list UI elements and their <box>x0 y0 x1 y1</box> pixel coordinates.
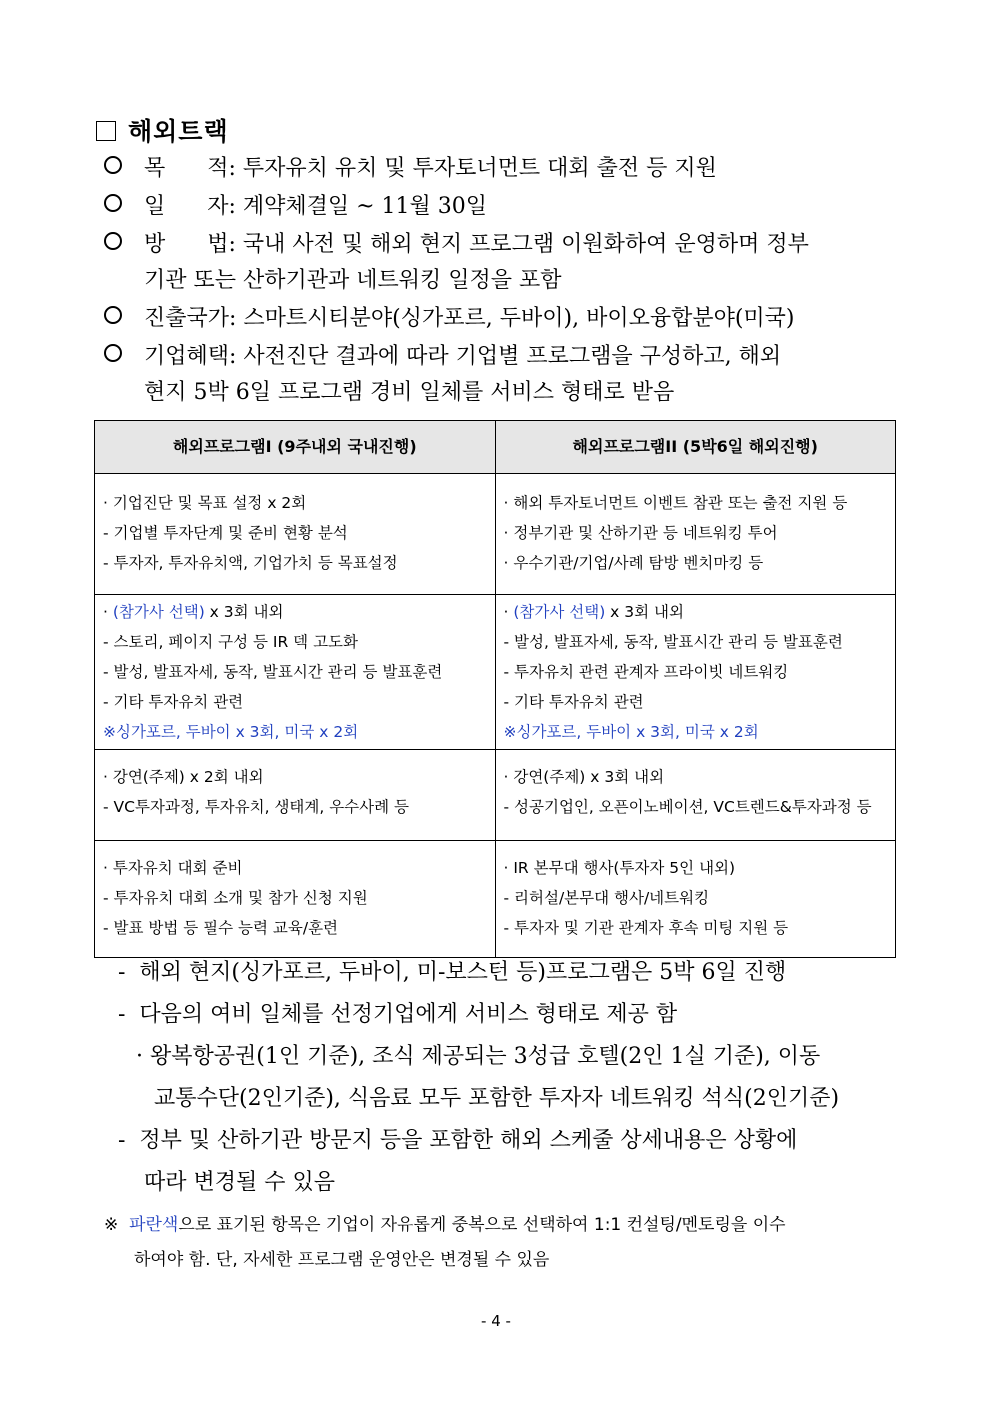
bullet-schedule: 일 자: 계약체결일 ~ 11월 30일 <box>104 188 487 225</box>
cell-line: · 정부기관 및 산하기관 등 네트워킹 투어 <box>503 524 778 542</box>
header-program-2: 해외프로그램II (5박6일 해외진행) <box>495 421 896 474</box>
section-title-text: 해외트랙 <box>128 117 229 146</box>
page-number: - 4 - <box>481 1312 511 1330</box>
cell-note: ※싱가포르, 두바이 x 3회, 미국 x 2회 <box>503 723 759 741</box>
selectable-label: (참가사 선택) <box>112 603 205 621</box>
note-mark: ※ <box>104 1215 119 1235</box>
cell-line: - 성공기업인, 오픈이노베이션, VC트렌드&투자과정 등 <box>503 798 872 816</box>
detail-1: - 해외 현지(싱가포르, 두바이, 미-보스턴 등)프로그램은 5박 6일 진행 <box>118 960 787 985</box>
cell-line: · (참가사 선택) x 3회 내외 <box>103 603 284 621</box>
bullet-countries: 진출국가: 스마트시티분야(싱가포르, 두바이), 바이오융합분야(미국) <box>104 300 795 337</box>
cell-line: · 해외 투자토너먼트 이벤트 참관 또는 출전 지원 등 <box>503 494 848 512</box>
note-blue-word: 파란색 <box>129 1215 179 1235</box>
cell-line: - 투자자 및 기관 관계자 후속 미팅 지원 등 <box>503 919 789 937</box>
cell-line: - 기타 투자유치 관련 <box>503 693 644 711</box>
cell-line: - 투자유치 대회 소개 및 참가 신청 지원 <box>103 889 368 907</box>
header-program-1: 해외프로그램I (9주내외 국내진행) <box>95 421 496 474</box>
table-cell <box>495 841 896 958</box>
cell-line: · 우수기관/기업/사례 탐방 벤치마킹 등 <box>503 554 764 572</box>
circle-bullet-icon <box>104 344 122 362</box>
cell-line: - VC투자과정, 투자유치, 생태계, 우수사례 등 <box>103 798 410 816</box>
footnote-continued: 하여야 함. 단, 자세한 프로그램 운영안은 변경될 수 있음 <box>134 1250 550 1270</box>
checkbox-square-icon <box>96 121 116 141</box>
cell-line: - 기업별 투자단계 및 준비 현황 분석 <box>103 524 348 542</box>
cell-line: - 발표 방법 등 필수 능력 교육/훈련 <box>103 919 339 937</box>
cell-note: ※싱가포르, 두바이 x 3회, 미국 x 2회 <box>103 723 359 741</box>
cell-line: - 기타 투자유치 관련 <box>103 693 244 711</box>
detail-3-continued: 따라 변경될 수 있음 <box>144 1170 335 1195</box>
table-row <box>95 595 896 750</box>
table-cell <box>495 474 896 595</box>
detail-3: - 정부 및 산하기관 방문지 등을 포함한 해외 스케줄 상세내용은 상황에 <box>118 1128 798 1153</box>
table-row <box>95 841 896 958</box>
cell-line: - 스토리, 페이지 구성 등 IR 덱 고도화 <box>103 633 358 651</box>
section-heading <box>96 112 229 148</box>
cell-line: · 강연(주제) x 2회 내외 <box>103 768 264 786</box>
footnote: ※ 파란색으로 표기된 항목은 기업이 자유롭게 중복으로 선택하여 1:1 컨설팅/멘토링을 이수 <box>104 1215 786 1235</box>
table-cell <box>495 750 896 841</box>
detail-sub-2: 교통수단(2인기준), 식음료 모두 포함한 투자자 네트워킹 석식(2인기준) <box>154 1086 840 1111</box>
bullet-method: 방 법: 국내 사전 및 해외 현지 프로그램 이원화하여 운영하며 정부 <box>104 226 809 263</box>
detail-2: - 다음의 여비 일체를 선정기업에게 서비스 형태로 제공 함 <box>118 1002 678 1027</box>
cell-line: · 투자유치 대회 준비 <box>103 859 243 877</box>
table-header-row <box>95 421 896 474</box>
table-cell <box>495 595 896 750</box>
table-row <box>95 750 896 841</box>
circle-bullet-icon <box>104 306 122 324</box>
cell-line: · 기업진단 및 목표 설정 x 2회 <box>103 494 307 512</box>
cell-line: - 투자유치 관련 관계자 프라이빗 네트워킹 <box>503 663 789 681</box>
cell-line: - 발성, 발표자세, 동작, 발표시간 관리 등 발표훈련 <box>103 663 443 681</box>
bullet-benefit-continued: 현지 5박 6일 프로그램 경비 일체를 서비스 형태로 받음 <box>144 380 675 405</box>
cell-line: · 강연(주제) x 3회 내외 <box>503 768 665 786</box>
program-table <box>94 420 896 958</box>
circle-bullet-icon <box>104 232 122 250</box>
cell-line: - 발성, 발표자세, 동작, 발표시간 관리 등 발표훈련 <box>503 633 843 651</box>
bullet-benefit: 기업혜택: 사전진단 결과에 따라 기업별 프로그램을 구성하고, 해외 <box>104 338 781 375</box>
circle-bullet-icon <box>104 194 122 212</box>
bullet-purpose: 목 적: 투자유치 유치 및 투자토너먼트 대회 출전 등 지원 <box>104 150 717 187</box>
table-cell <box>95 750 496 841</box>
table-cell <box>95 595 496 750</box>
table-cell <box>95 841 496 958</box>
circle-bullet-icon <box>104 156 122 174</box>
detail-sub-1: · 왕복항공권(1인 기준), 조식 제공되는 3성급 호텔(2인 1실 기준), 이동 <box>136 1044 821 1069</box>
cell-line: · (참가사 선택) x 3회 내외 <box>503 603 684 621</box>
cell-line: - 투자자, 투자유치액, 기업가치 등 목표설정 <box>103 554 398 572</box>
bullet-method-continued: 기관 또는 산하기관과 네트워킹 일정을 포함 <box>144 268 562 293</box>
cell-line: - 리허설/본무대 행사/네트워킹 <box>503 889 710 907</box>
table-row <box>95 474 896 595</box>
cell-line: · IR 본무대 행사(투자자 5인 내외) <box>503 859 736 877</box>
selectable-label: (참가사 선택) <box>513 603 606 621</box>
table-cell <box>95 474 496 595</box>
